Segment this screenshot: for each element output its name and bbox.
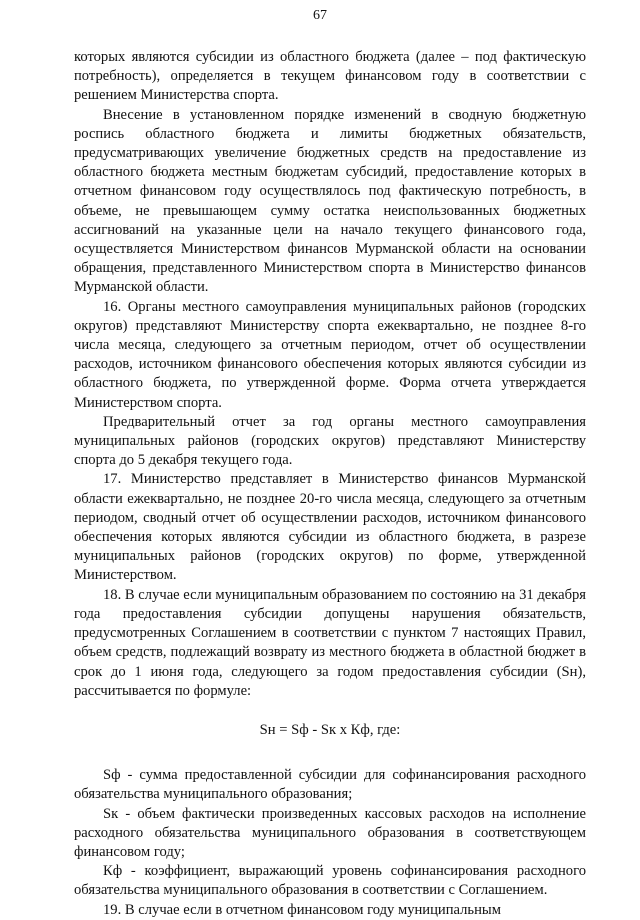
document-body: [74, 48, 586, 920]
definition-sf: Sф - сумма предоставленной субсидии для софинансирования расходного обязательства муниципального образования;: [74, 767, 586, 803]
paragraph-18: 18. В случае если муниципальным образованием по состоянию на 31 декабря года предоставления субсидии допущены нарушения обязательств, предусмотренных Соглашением в соответствии с пунктом 7 настоящих Правил, объем средств, подлежащий возврату из местного бюджета в областной бюджет в срок до 1 июня года, следующего за годом предоставления субсидии (Sн), рассчитывается по формуле:: [74, 586, 586, 699]
definition-kf: Кф - коэффициент, выражающий уровень софинансирования расходного обязательства муниципального образования в соответствии с Соглашением.: [74, 863, 586, 899]
page-number: 67: [313, 8, 327, 23]
paragraph-preliminary-report: Предварительный отчет за год органы местного самоуправления муниципальных районов (городских округов) представляют Министерству спорта до 5 декабря текущего года.: [74, 413, 586, 469]
paragraph-17: 17. Министерство представляет в Министерство финансов Мурманской области ежеквартально, не позднее 20-го числа месяца, следующего за отчетным периодом, сводный отчет об осуществлении расходов, источником финансового обеспечения которых являются субсидии из областного бюджета, в разрезе муниципальных районов (городских округов) по форме, утвержденной Министерством.: [74, 471, 586, 584]
definition-sk: Sк - объем фактически произведенных кассовых расходов на исполнение расходного обязательства муниципального образования в соответствующем финансовом году;: [74, 805, 586, 860]
paragraph-continuation: которых являются субсидии из областного бюджета (далее – под фактическую потребность), определяется в текущем финансовом году в соответствии с решением Министерства спорта.: [74, 49, 586, 104]
paragraph-budget-changes: Внесение в установленном порядке изменений в сводную бюджетную роспись областного бюджета и лимиты бюджетных обязательств, предусматривающих увеличение бюджетных средств на предоставление из областного бюджета местным бюджетам субсидий, предоставление которых в отчетном финансовом году осуществлялось под фактическую потребность, в объеме, не превышающем сумму остатка неиспользованных бюджетных ассигнований на указанные цели на начало текущего финансового года, осуществляется Министерством финансов Мурманской области на основании обращения, представленного Министерством спорта в Министерство финансов Мурманской области.: [74, 106, 586, 296]
paragraph-16: 16. Органы местного самоуправления муниципальных районов (городских округов) представляют Министерству спорта ежеквартально, не позднее 8-го числа месяца, следующего за отчетным периодом, отчет об осуществлении расходов, источником финансового обеспечения которых являются субсидии из областного бюджета, по утвержденной форме. Форма отчета утверждается Министерством спорта.: [74, 298, 586, 411]
paragraph-19: 19. В случае если в отчетном финансовом году муниципальным: [103, 901, 501, 918]
formula: Sн = Sф - Sк х Кф, где:: [259, 721, 401, 738]
